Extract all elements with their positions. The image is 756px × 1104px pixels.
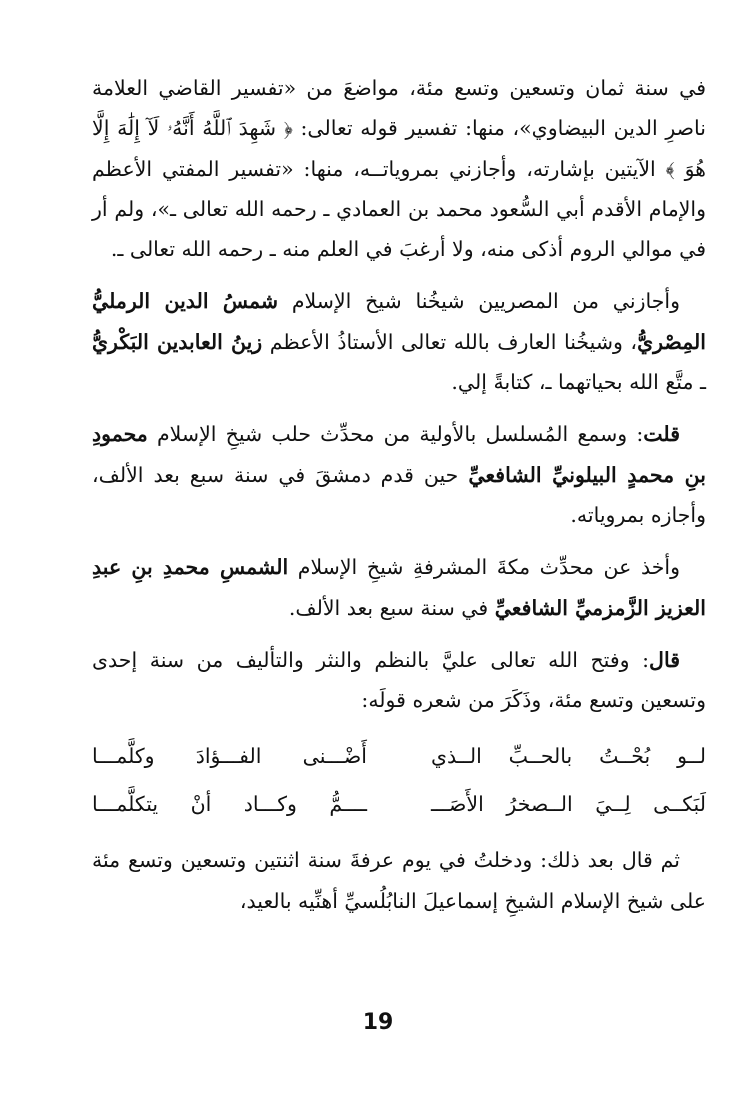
bold-text-segment: قلت [643,422,680,447]
bold-text-segment: زينُ العابدين البَكْريُّ [92,329,263,354]
paragraph [92,68,706,269]
page-text-block [92,68,706,921]
verse-line [92,732,706,780]
verse-line [92,780,706,828]
verse-first-hemistich: لــو بُحْــتُ بالحــبِّ الــذي [431,744,706,769]
text-segment: في سنة سبع بعد الألف. [288,595,495,620]
verse-second-hemistich: أَضْـــنى الفـــؤادَ وكلَّمـــا [92,744,367,769]
text-segment: ، وشيخُنا العارف بالله تعالى الأستاذُ الأعظم [262,329,638,354]
text-segment: في سنة ثمان وتسعين وتسع مئة، مواضعَ من «تفسير القاضي العلامة ناصرِ الدين البيضاوي»، منها: تفسير قوله تعالى: ﴿ شَهِدَ ٱللَّهُ أَنَّهُۥ لَآ إِلَٰهَ إِلَّا هُوَ ﴾ الآيتين بإشارته، وأجازني بمروياتــه، منها: «تفسير المفتي الأعظم والإمام الأقدم أبي السُّعود محمد بن العمادي ـ رحمه الله تعالى ـ»، ولم أر في موالي الروم أذكى منه، ولا أرغبَ في العلم منه ـ رحمه الله تعالى ـ. [92,76,706,262]
text-segment: : وسمع المُسلسل بالأولية من محدِّث حلب شيخِ الإسلام [147,422,644,447]
bold-text-segment: محمودِ بنِ محمدٍ البيلونيِّ الشافعيِّ [92,422,706,487]
page-number: 19 [362,1010,394,1035]
text-segment: وأجازني من المصريين شيخُنا شيخ الإسلام [278,289,680,314]
paragraphs [92,68,706,720]
bold-text-segment: قال [649,647,680,672]
paragraph [92,547,706,628]
paragraph [92,640,706,721]
text-segment: وأخذ عن محدِّث مكةَ المشرفةِ شيخِ الإسلام [288,555,680,580]
text-segment: ثم قال بعد ذلك: ودخلتُ في يوم عرفةَ سنة اثنتين وتسعين وتسع مئة على شيخ الإسلام الشيخِ إسماعيلَ النابُلُسيِّ أهنِّيه بالعيد، [92,848,706,913]
bold-text-segment: شمسُ الدين الرمليُّ المِصْريُّ [92,289,706,354]
closing-paragraph [92,840,706,921]
poem-verses [92,732,706,828]
verse-first-hemistich: لَبَكــى لِــيَ الــصخرُ الأَصَـــ [431,792,706,817]
paragraph [92,281,706,402]
paragraph [92,414,706,535]
bold-text-segment: الشمسِ محمدِ بنِ عبدِ العزيز الزَّمزميِّ الشافعيِّ [92,555,706,620]
verse-second-hemistich: ــــمُّ وكـــاد أنْ يتكلَّمـــا [92,792,367,817]
text-segment: ـ متَّع الله بحياتهما ـ، كتابةً إلي. [451,370,706,395]
text-segment: : وفتح الله تعالى عليَّ بالنظم والنثر والتأليف من سنة إحدى وتسعين وتسع مئة، وذَكَرَ من شعره قولَه: [92,647,706,713]
text-segment: حين قدم دمشقَ في سنة سبع بعد الألف، وأجازه بمروياته. [92,462,706,527]
